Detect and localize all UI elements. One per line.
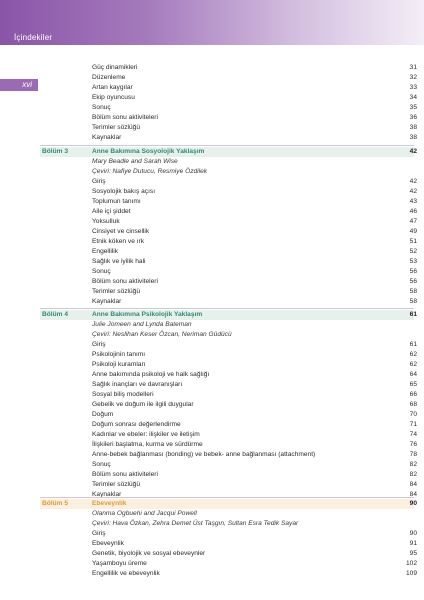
toc-entry-page: 90 [409,530,417,537]
toc-entry-page: 35 [409,104,417,111]
toc-entry[interactable] [92,549,417,559]
toc-entry-page: 36 [409,114,417,121]
toc-entry-title: İlişkileri başlatma, kurma ve sürdürme [92,441,203,448]
toc-entry-title: Etnik köken ve ırk [92,238,145,245]
chapter-label: Bölüm 3 [42,148,69,155]
toc-entry-page: 65 [409,381,417,388]
toc-entry[interactable] [92,569,417,579]
toc-entry-title: Düzenleme [92,74,126,81]
toc-entry-page: 62 [409,351,417,358]
toc-entry-title: Giriş [92,178,106,185]
toc-entry-title: Aile içi şiddet [92,208,131,215]
toc-entry-title: Kadınlar ve ebeler: ilişkiler ve iletişim [92,431,200,438]
toc-entry-page: 64 [409,371,417,378]
toc-entry-page: 74 [409,431,417,438]
toc-entry-title: Kaynaklar [92,134,122,141]
toc-entry-page: 78 [409,451,417,458]
chapter-translators: Çeviri: Nafiye Dutucu, Resmiye Özdilek [92,168,208,175]
section-divider [40,497,414,498]
toc-entry-page: 66 [409,391,417,398]
chapter-authors: Mary Beadle and Sarah Wise [92,158,178,165]
toc-entry[interactable] [92,440,417,450]
toc-entry[interactable] [92,123,417,133]
toc-entry-title: Sağlık inançları ve davranışları [92,381,183,388]
toc-entry[interactable] [92,420,417,430]
toc-entry-page: 61 [409,341,417,348]
toc-entry[interactable] [92,267,417,277]
toc-entry[interactable] [92,350,417,360]
toc-entry[interactable] [92,390,417,400]
toc-entry-title: Sonuç [92,461,111,468]
toc-entry[interactable] [92,277,417,287]
toc-entry[interactable] [92,187,417,197]
toc-entry-page: 70 [409,411,417,418]
toc-entry[interactable] [92,93,417,103]
toc-entry-page: 62 [409,361,417,368]
toc-entry-title: Yoksulluk [92,218,120,225]
toc-entry[interactable] [92,207,417,217]
toc-entry[interactable] [92,247,417,257]
toc-entry-title: Güç dinamikleri [92,64,138,71]
toc-entry-page: 51 [409,238,417,245]
toc-entry-page: 38 [409,124,417,131]
chapter-heading[interactable] [92,147,417,157]
toc-entry[interactable] [92,103,417,113]
section-divider [40,145,414,146]
toc-entry[interactable] [92,410,417,420]
toc-entry-page: 38 [409,134,417,141]
section-divider [40,308,414,309]
toc-entry[interactable] [92,380,417,390]
toc-entry-page: 32 [409,74,417,81]
toc-entry-title: Psikoloji kuramları [92,361,146,368]
toc-entry-title: Gebelik ve doğum ile ilgili duygular [92,401,194,408]
toc-entry[interactable] [92,400,417,410]
chapter-authors: Julie Jomeen and Lynda Bateman [92,321,192,328]
toc-entry-title: Giriş [92,530,106,537]
toc-entry-page: 82 [409,471,417,478]
toc-entry-page: 76 [409,441,417,448]
toc-entry-title: Anne bakımında psikoloji ve halk sağlığı [92,371,210,378]
toc-entry[interactable] [92,297,417,307]
toc-entry-page: 33 [409,84,417,91]
toc-entry[interactable] [92,63,417,73]
toc-entry[interactable] [92,470,417,480]
chapter-title: Ebeveynlik [92,500,127,507]
toc-entry[interactable] [92,480,417,490]
toc-entry[interactable] [92,529,417,539]
toc-entry-title: Doğum sonrası değerlendirme [92,421,181,428]
toc-entry-page: 109 [405,570,417,577]
toc-entry[interactable] [92,113,417,123]
toc-entry-title: Ekip oyuncusu [92,94,135,101]
toc-entry-page: 56 [409,268,417,275]
toc-entry-title: Toplumun tanımı [92,198,141,205]
toc-entry-page: 42 [409,188,417,195]
toc-entry[interactable] [92,360,417,370]
toc-entry[interactable] [92,133,417,143]
toc-entry[interactable] [92,340,417,350]
toc-entry-title: Yaşamboyu üreme [92,560,147,567]
chapter-page: 42 [409,148,417,155]
chapter-page: 90 [409,500,417,507]
toc-entry-title: Sosyolojik bakış açısı [92,188,156,195]
toc-entry-page: 102 [405,560,417,567]
toc-entry-page: 58 [409,288,417,295]
toc-entry[interactable] [92,177,417,187]
chapter-title: Anne Bakımına Psikolojik Yaklaşım [92,311,203,318]
toc-entry[interactable] [92,227,417,237]
toc-entry-title: Bölüm sonu aktiviteleri [92,278,158,285]
chapter-heading[interactable] [92,310,417,320]
toc-entry-title: Terimler sözlüğü [92,124,141,131]
toc-entry[interactable] [92,539,417,549]
toc-entry-title: Sosyal biliş modelleri [92,391,154,398]
toc-entry-page: 31 [409,64,417,71]
toc-entry-title: Giriş [92,341,106,348]
toc-entry-title: Doğum [92,411,114,418]
toc-entry-title: Sonuç [92,104,111,111]
toc-entry[interactable] [92,73,417,83]
toc-entry-title: Artan kaygılar [92,84,133,91]
toc-entry[interactable] [92,257,417,267]
toc-entry-title: Genetik, biyolojik ve sosyal ebeveynler [92,550,206,557]
chapter-translators: Çeviri: Hava Özkan, Zehra Demet Üst Taşgın, Sultan Esra Tedik Sayar [92,520,299,527]
toc-entry[interactable] [92,450,417,460]
chapter-page: 61 [409,311,417,318]
chapter-label: Bölüm 5 [42,500,69,507]
page-title: İçindekiler [14,33,53,42]
toc-entry[interactable] [92,197,417,207]
page-number: xvi [0,79,38,91]
toc-entry-title: Ebeveynlik [92,540,124,547]
toc-entry[interactable] [92,430,417,440]
toc-entry-title: Terimler sözlüğü [92,481,141,488]
toc-entry-title: Terimler sözlüğü [92,288,141,295]
header-band [0,0,424,45]
toc-entry-page: 91 [409,540,417,547]
toc-entry-title: Bölüm sonu aktiviteleri [92,471,158,478]
toc-entry-page: 34 [409,94,417,101]
toc-entry-title: Psikolojinin tanımı [92,351,146,358]
toc-entry-page: 47 [409,218,417,225]
toc-entry-page: 82 [409,461,417,468]
toc-entry[interactable] [92,217,417,227]
toc-entry-title: Engellilik ve ebeveynlik [92,570,160,577]
chapter-heading[interactable] [92,499,417,509]
chapter-title: Anne Bakımına Sosyolojik Yaklaşım [92,148,205,155]
toc-entry[interactable] [92,559,417,569]
toc-entry-page: 68 [409,401,417,408]
toc-entry-page: 84 [409,481,417,488]
toc-entry-page: 58 [409,298,417,305]
toc-entry-page: 49 [409,228,417,235]
toc-entry-page: 95 [409,550,417,557]
toc-entry-page: 42 [409,178,417,185]
toc-entry-page: 56 [409,278,417,285]
toc-entry[interactable] [92,370,417,380]
toc-entry-title: Sağlık ve iyilik hali [92,258,146,265]
chapter-authors: Olanma Ogbuehi and Jacqui Powell [92,510,197,517]
toc-entry[interactable] [92,287,417,297]
toc-entry-page: 43 [409,198,417,205]
toc-entry-title: Kaynaklar [92,491,122,498]
toc-entry[interactable] [92,83,417,93]
toc-entry-page: 52 [409,248,417,255]
toc-entry-title: Sonuç [92,268,111,275]
toc-entry-page: 71 [409,421,417,428]
toc-entry-title: Engellilik [92,248,119,255]
toc-entry-page: 53 [409,258,417,265]
toc-entry-title: Bölüm sonu aktiviteleri [92,114,158,121]
chapter-translators: Çeviri: Neslihan Keser Özcan, Neriman Güdücü [92,331,232,338]
toc-entry[interactable] [92,460,417,470]
chapter-label: Bölüm 4 [42,311,69,318]
toc-entry-page: 46 [409,208,417,215]
toc-entry-title: Kaynaklar [92,298,122,305]
toc-entry-title: Cinsiyet ve cinsellik [92,228,150,235]
toc-entry-title: Anne-bebek bağlanması (bonding) ve bebek- anne bağlanması (attachment) [92,451,316,458]
toc-entry-page: 84 [409,491,417,498]
toc-entry[interactable] [92,237,417,247]
